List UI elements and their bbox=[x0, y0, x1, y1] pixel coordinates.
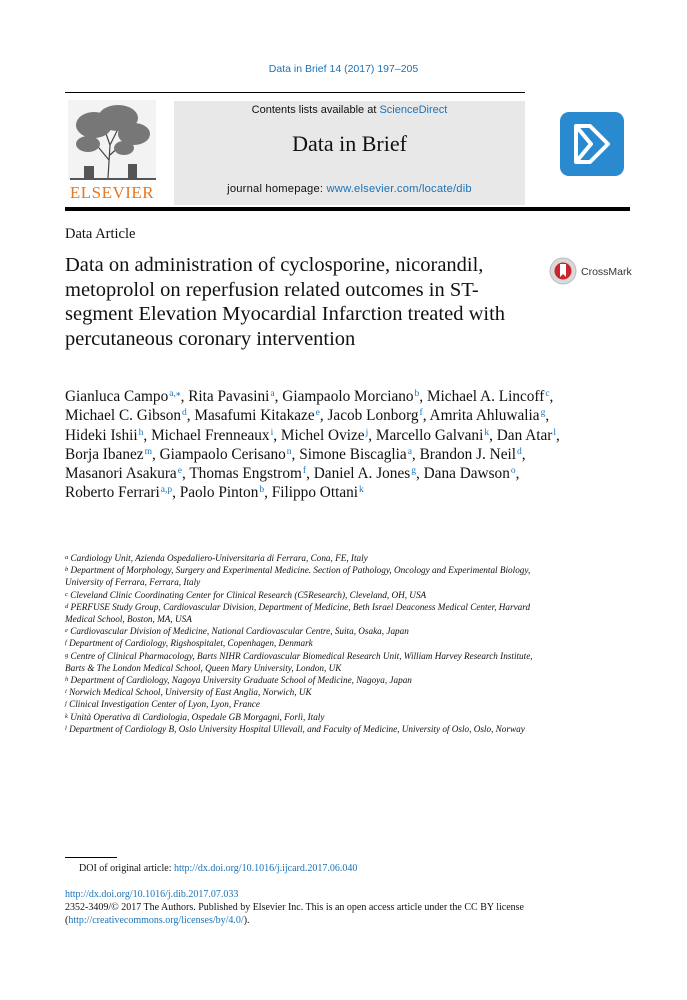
author-name[interactable]: Dan Atar bbox=[496, 426, 553, 444]
author-separator: , bbox=[273, 426, 281, 444]
journal-homepage bbox=[174, 183, 525, 195]
author-name[interactable]: Masanori Asakura bbox=[65, 465, 177, 483]
author-name[interactable]: Roberto Ferrari bbox=[65, 484, 160, 502]
footnote-rule bbox=[65, 857, 117, 858]
data-in-brief-icon bbox=[560, 112, 624, 176]
header-thick-rule bbox=[65, 207, 630, 211]
affiliation-item bbox=[65, 564, 540, 588]
author-affiliation-mark[interactable]: l bbox=[553, 427, 557, 438]
author-name[interactable]: Simone Biscaglia bbox=[299, 445, 407, 463]
license-paren-open: ( bbox=[65, 915, 69, 926]
author-affiliation-mark[interactable]: b bbox=[414, 389, 420, 399]
author-separator: , bbox=[181, 465, 190, 483]
author-name[interactable]: Daniel A. Jones bbox=[313, 465, 411, 483]
author-affiliation-mark[interactable]: f bbox=[302, 466, 307, 477]
author-name[interactable]: Jacob Lonborg bbox=[327, 407, 419, 425]
author-name[interactable]: Michael A. Lincoff bbox=[426, 388, 545, 405]
author-separator: , bbox=[151, 445, 160, 463]
doi-original-prefix: DOI of original article: bbox=[79, 863, 174, 874]
original-article-doi bbox=[79, 863, 357, 874]
affiliation-text: Department of Morphology, Surgery and Experimental Medicine. Section of Pathology, Oncology and Experimental Biology, University of Ferrara, Ferrara, Italy bbox=[65, 565, 531, 588]
contents-available bbox=[174, 104, 525, 116]
author-separator: , bbox=[143, 426, 152, 444]
author-name[interactable]: Gianluca Campo bbox=[65, 388, 169, 405]
author-separator: , bbox=[415, 465, 424, 483]
affiliation-key: k bbox=[65, 712, 68, 720]
article-type: Data Article bbox=[65, 226, 136, 242]
author-affiliation-mark[interactable]: a bbox=[407, 446, 412, 457]
author-separator: , bbox=[306, 465, 314, 483]
crossmark-label: CrossMark bbox=[581, 266, 632, 278]
author-separator: , bbox=[556, 426, 560, 444]
author-affiliation-mark[interactable]: k bbox=[484, 427, 490, 438]
affiliation-list bbox=[65, 552, 540, 735]
author-affiliation-mark[interactable]: n bbox=[286, 446, 292, 457]
author-name[interactable]: Rita Pavasini bbox=[188, 388, 270, 405]
affiliation-key: b bbox=[65, 566, 69, 574]
author-name[interactable]: Michel Ovize bbox=[280, 426, 365, 444]
elsevier-wordmark: ELSEVIER bbox=[69, 183, 155, 202]
author-separator: , bbox=[180, 388, 189, 405]
author-name[interactable]: Michael C. Gibson bbox=[65, 407, 181, 425]
affiliation-key: h bbox=[65, 676, 69, 684]
author-affiliation-mark[interactable]: g bbox=[411, 466, 416, 477]
affiliation-text: Cardiovascular Division of Medicine, National Cardiovascular Centre, Suita, Osaka, Japan bbox=[70, 626, 409, 637]
author-affiliation-mark[interactable]: j bbox=[365, 427, 369, 438]
affiliation-key: f bbox=[65, 639, 67, 647]
author-separator: , bbox=[422, 407, 430, 425]
author-separator: , bbox=[368, 426, 376, 444]
author-affiliation-mark[interactable]: d bbox=[182, 408, 187, 419]
affiliation-key: a bbox=[65, 554, 69, 561]
author-name[interactable]: Brandon J. Neil bbox=[419, 445, 517, 463]
author-name[interactable]: Filippo Ottani bbox=[271, 484, 359, 502]
homepage-prefix: journal homepage: bbox=[227, 183, 327, 195]
affiliation-text: Clinical Investigation Center of Lyon, Lyon, France bbox=[69, 699, 260, 710]
author-name[interactable]: Hideki Ishii bbox=[65, 426, 138, 444]
author-separator: , bbox=[291, 445, 300, 463]
affiliation-text: Department of Cardiology, Rigshospitalet, Copenhagen, Denmark bbox=[69, 638, 313, 649]
doi-original-link[interactable]: http://dx.doi.org/10.1016/j.ijcard.2017.06.040 bbox=[173, 863, 358, 874]
affiliation-key: i bbox=[65, 688, 67, 696]
author-affiliation-mark[interactable]: i bbox=[270, 427, 274, 438]
affiliation-item bbox=[65, 723, 540, 735]
affiliation-item bbox=[65, 637, 540, 649]
license-link[interactable]: http://creativecommons.org/licenses/by/4.0/ bbox=[68, 915, 244, 926]
affiliation-key: l bbox=[65, 724, 67, 732]
author-affiliation-mark[interactable]: h bbox=[138, 427, 144, 438]
journal-title: Data in Brief bbox=[292, 131, 407, 156]
affiliation-item bbox=[65, 698, 540, 710]
author-affiliation-mark[interactable]: b bbox=[259, 485, 265, 496]
homepage-link[interactable]: www.elsevier.com/locate/dib bbox=[326, 183, 472, 195]
author-name[interactable]: Giampaolo Morciano bbox=[282, 388, 414, 405]
affiliation-text: Cleveland Clinic Coordinating Center for Clinical Research (C5Research), Cleveland, OH, USA bbox=[70, 589, 427, 600]
author-affiliation-mark[interactable]: f bbox=[419, 408, 423, 419]
affiliation-item bbox=[65, 589, 540, 601]
author-separator: , bbox=[515, 465, 520, 483]
author-name[interactable]: Giampaolo Cerisano bbox=[159, 445, 286, 463]
author-affiliation-mark[interactable]: e bbox=[315, 408, 320, 419]
affiliation-text: Department of Cardiology, Nagoya University Graduate School of Medicine, Nagoya, Japan bbox=[70, 675, 412, 686]
author-affiliation-mark[interactable]: d bbox=[517, 446, 522, 457]
author-name[interactable]: Michael Frenneaux bbox=[151, 426, 270, 444]
article-doi-link[interactable]: http://dx.doi.org/10.1016/j.dib.2017.07.033 bbox=[65, 889, 239, 900]
author-name[interactable]: Thomas Engstrom bbox=[189, 465, 302, 483]
license-text: 2352-3409/© 2017 The Authors. Published by Elsevier Inc. This is an open access article under the CC BY license bbox=[65, 902, 524, 913]
author-separator: , bbox=[186, 407, 195, 425]
author-affiliation-mark[interactable]: e bbox=[177, 466, 182, 477]
author-name[interactable]: Marcello Galvani bbox=[375, 426, 484, 444]
author-affiliation-mark[interactable]: k bbox=[359, 485, 364, 496]
author-separator: , bbox=[521, 445, 526, 463]
affiliation-item bbox=[65, 686, 540, 698]
author-separator: , bbox=[319, 407, 328, 425]
affiliation-key: g bbox=[65, 651, 69, 659]
author-separator: , bbox=[274, 388, 283, 405]
author-affiliation-mark[interactable]: g bbox=[540, 408, 546, 419]
author-name[interactable]: Dana Dawson bbox=[423, 465, 510, 483]
affiliation-key: e bbox=[65, 627, 68, 635]
elsevier-logo bbox=[64, 100, 160, 205]
affiliation-item bbox=[65, 650, 540, 674]
affiliation-text: PERFUSE Study Group, Cardiovascular Division, Department of Medicine, Beth Israel Deaconess Medical Center, Harvard Medical School, Boston, MA, USA bbox=[65, 601, 531, 625]
affiliation-text: Centre of Clinical Pharmacology, Barts NIHR Cardiovascular Biomedical Research Unit, William Harvey Research Institute, Barts & The London Medical School, Queen Mary University, London, UK bbox=[65, 650, 533, 673]
affiliation-text: Department of Cardiology B, Oslo University Hospital Ullevall, and Faculty of Medicine, University of Oslo, Oslo, Norway bbox=[69, 723, 525, 734]
affiliation-item bbox=[65, 625, 540, 637]
affiliation-item bbox=[65, 601, 540, 625]
license-paren-close: ). bbox=[243, 915, 250, 926]
header-top-rule bbox=[65, 92, 525, 93]
author-separator: , bbox=[489, 426, 497, 444]
author-affiliation-mark[interactable]: m bbox=[144, 446, 152, 457]
affiliation-item bbox=[65, 674, 540, 686]
author-name[interactable]: Paolo Pinton bbox=[179, 484, 259, 502]
affiliation-text: Norwich Medical School, University of East Anglia, Norwich, UK bbox=[69, 687, 312, 698]
affiliation-key: j bbox=[65, 700, 67, 708]
sciencedirect-link[interactable]: ScienceDirect bbox=[379, 104, 448, 116]
affiliation-key: c bbox=[65, 590, 68, 598]
author-list bbox=[65, 387, 565, 503]
author-separator: , bbox=[549, 388, 554, 405]
crossmark-badge[interactable] bbox=[548, 256, 638, 286]
author-separator: , bbox=[264, 484, 272, 502]
article-title: Data on administration of cyclosporine, nicorandil, metoprolol on reperfusion related outcomes in ST-segment Elevation Myocardial Infarction treated with percutaneous coronary intervention bbox=[65, 254, 506, 350]
journal-citation[interactable]: Data in Brief 14 (2017) 197–205 bbox=[268, 63, 419, 75]
author-affiliation-mark[interactable]: a,p bbox=[160, 485, 173, 496]
affiliation-text: Cardiology Unit, Azienda Ospedaliero-Universitaria di Ferrara, Cona, FE, Italy bbox=[70, 553, 368, 563]
author-separator: , bbox=[545, 407, 550, 425]
affiliation-text: Unità Operativa di Cardiologia, Ospedale GB Morgagni, Forlì, Italy bbox=[70, 711, 325, 722]
affiliation-item bbox=[65, 552, 540, 564]
author-affiliation-mark[interactable]: o bbox=[510, 466, 516, 477]
contents-prefix: Contents lists available at bbox=[251, 104, 380, 116]
author-separator: , bbox=[419, 388, 427, 405]
author-affiliation-mark[interactable]: a,⁎ bbox=[169, 389, 181, 399]
article-bottom-info bbox=[65, 888, 585, 927]
author-affiliation-mark[interactable]: a bbox=[270, 389, 275, 399]
author-name[interactable]: Masafumi Kitakaze bbox=[194, 407, 315, 425]
author-separator: , bbox=[172, 484, 180, 502]
author-name[interactable]: Amrita Ahluwalia bbox=[429, 407, 540, 425]
author-affiliation-mark[interactable]: c bbox=[545, 389, 550, 399]
affiliation-item bbox=[65, 711, 540, 723]
affiliation-key: d bbox=[65, 602, 69, 610]
author-name[interactable]: Borja Ibanez bbox=[65, 445, 144, 463]
author-separator: , bbox=[411, 445, 420, 463]
license-statement bbox=[65, 901, 585, 927]
